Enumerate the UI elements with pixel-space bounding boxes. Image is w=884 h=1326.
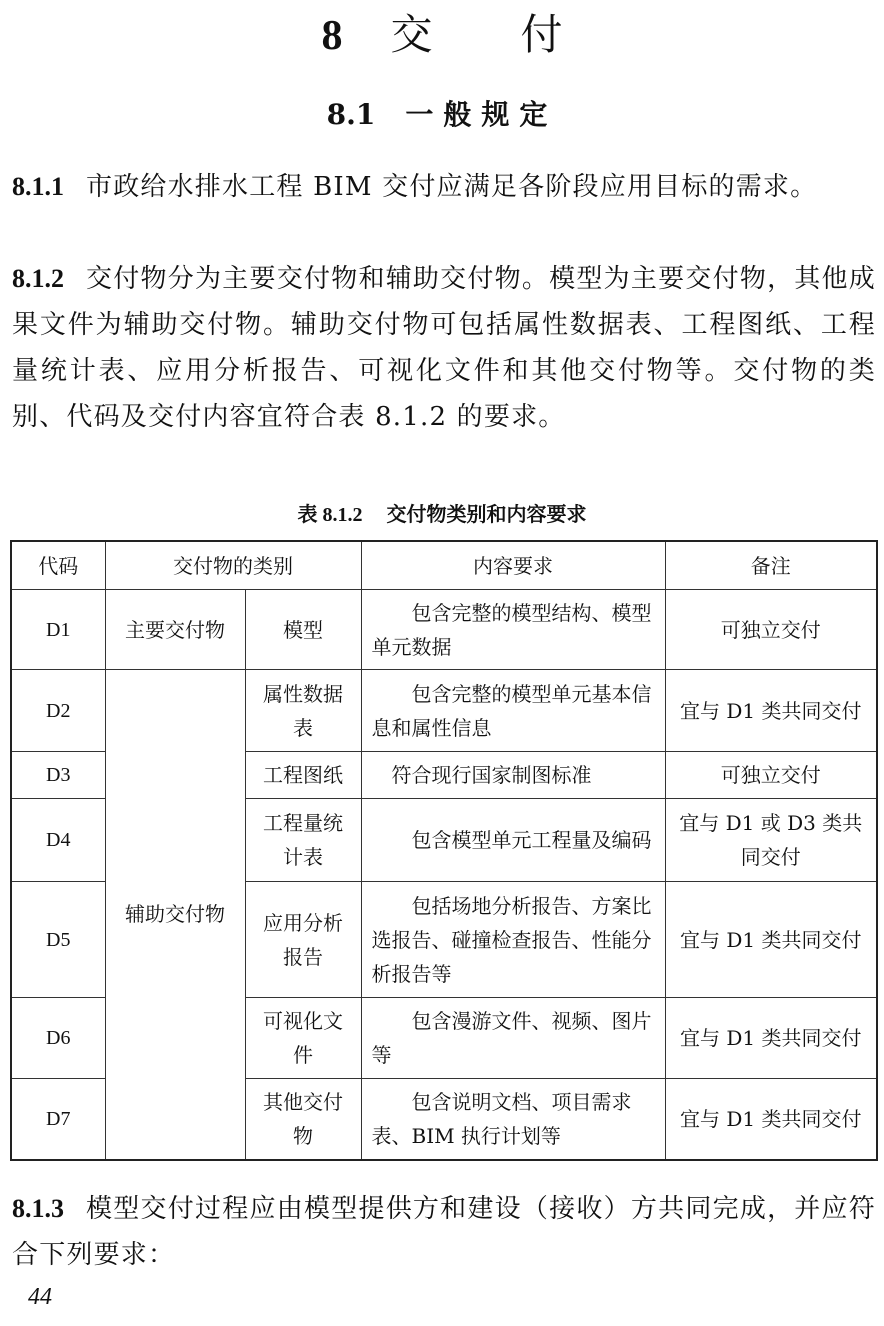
cell-type: 其他交付物 bbox=[245, 1079, 361, 1160]
cell-type: 工程量统计表 bbox=[245, 799, 361, 882]
table-caption-title: 交付物类别和内容要求 bbox=[386, 502, 587, 526]
cell-remark: 宜与 D1 类共同交付 bbox=[665, 998, 877, 1079]
clause-8-1-2 bbox=[12, 256, 876, 440]
clause-number: 8.1.2 bbox=[12, 264, 64, 293]
cell-group: 主要交付物 bbox=[105, 590, 245, 670]
clause-text: 模型交付过程应由模型提供方和建设（接收）方共同完成，并应符合下列要求： bbox=[12, 1194, 876, 1270]
cell-remark: 宜与 D1 类共同交付 bbox=[665, 882, 877, 998]
cell-remark: 宜与 D1 类共同交付 bbox=[665, 670, 877, 752]
cell-content: 包含说明文档、项目需求表、BIM 执行计划等 bbox=[361, 1079, 665, 1160]
cell-content: 包含模型单元工程量及编码 bbox=[361, 799, 665, 882]
cell-remark: 可独立交付 bbox=[665, 590, 877, 670]
section-heading: 一般规定 bbox=[405, 98, 558, 131]
cell-group: 辅助交付物 bbox=[105, 670, 245, 1160]
clause-8-1-1 bbox=[12, 164, 876, 210]
table-row bbox=[11, 590, 877, 670]
cell-code: D5 bbox=[11, 882, 105, 998]
deliverables-table bbox=[10, 540, 878, 1161]
section-title bbox=[0, 95, 884, 135]
chapter-title bbox=[0, 8, 884, 63]
cell-remark: 宜与 D1 类共同交付 bbox=[665, 1079, 877, 1160]
clause-text: 交付物分为主要交付物和辅助交付物。模型为主要交付物，其他成果文件为辅助交付物。辅助交付物可包括属性数据表、工程图纸、工程量统计表、应用分析报告、可视化文件和其他交付物等。交付物的类别、代码及交付内容宜符合表 8.1.2 的要求。 bbox=[12, 264, 876, 432]
clause-number: 8.1.3 bbox=[12, 1194, 64, 1223]
cell-type: 工程图纸 bbox=[245, 752, 361, 799]
cell-code: D4 bbox=[11, 799, 105, 882]
table-row bbox=[11, 670, 877, 752]
cell-code: D6 bbox=[11, 998, 105, 1079]
cell-type: 可视化文件 bbox=[245, 998, 361, 1079]
header-category: 交付物的类别 bbox=[105, 541, 361, 590]
clause-8-1-3 bbox=[12, 1186, 876, 1278]
table-caption-number: 表 8.1.2 bbox=[297, 504, 363, 526]
table-header-row bbox=[11, 541, 877, 590]
cell-content: 符合现行国家制图标准 bbox=[361, 752, 665, 799]
cell-type: 应用分析报告 bbox=[245, 882, 361, 998]
cell-code: D1 bbox=[11, 590, 105, 670]
cell-content: 包含完整的模型结构、模型单元数据 bbox=[361, 590, 665, 670]
cell-code: D7 bbox=[11, 1079, 105, 1160]
header-content: 内容要求 bbox=[361, 541, 665, 590]
cell-content: 包含漫游文件、视频、图片等 bbox=[361, 998, 665, 1079]
header-remark: 备注 bbox=[665, 541, 877, 590]
header-code: 代码 bbox=[11, 541, 105, 590]
cell-content: 包含完整的模型单元基本信息和属性信息 bbox=[361, 670, 665, 752]
cell-code: D3 bbox=[11, 752, 105, 799]
chapter-title-char: 交 bbox=[390, 10, 433, 59]
section-number: 8.1 bbox=[326, 98, 376, 131]
chapter-number: 8 bbox=[321, 13, 343, 59]
page-number: 44 bbox=[28, 1284, 52, 1310]
cell-remark: 宜与 D1 或 D3 类共同交付 bbox=[665, 799, 877, 882]
cell-type: 属性数据表 bbox=[245, 670, 361, 752]
cell-content: 包括场地分析报告、方案比选报告、碰撞检查报告、性能分析报告等 bbox=[361, 882, 665, 998]
cell-code: D2 bbox=[11, 670, 105, 752]
cell-type: 模型 bbox=[245, 590, 361, 670]
clause-number: 8.1.1 bbox=[12, 172, 64, 201]
table-caption bbox=[0, 497, 884, 532]
chapter-title-char: 付 bbox=[520, 10, 563, 59]
clause-text: 市政给水排水工程 BIM 交付应满足各阶段应用目标的需求。 bbox=[86, 172, 818, 202]
cell-remark: 可独立交付 bbox=[665, 752, 877, 799]
